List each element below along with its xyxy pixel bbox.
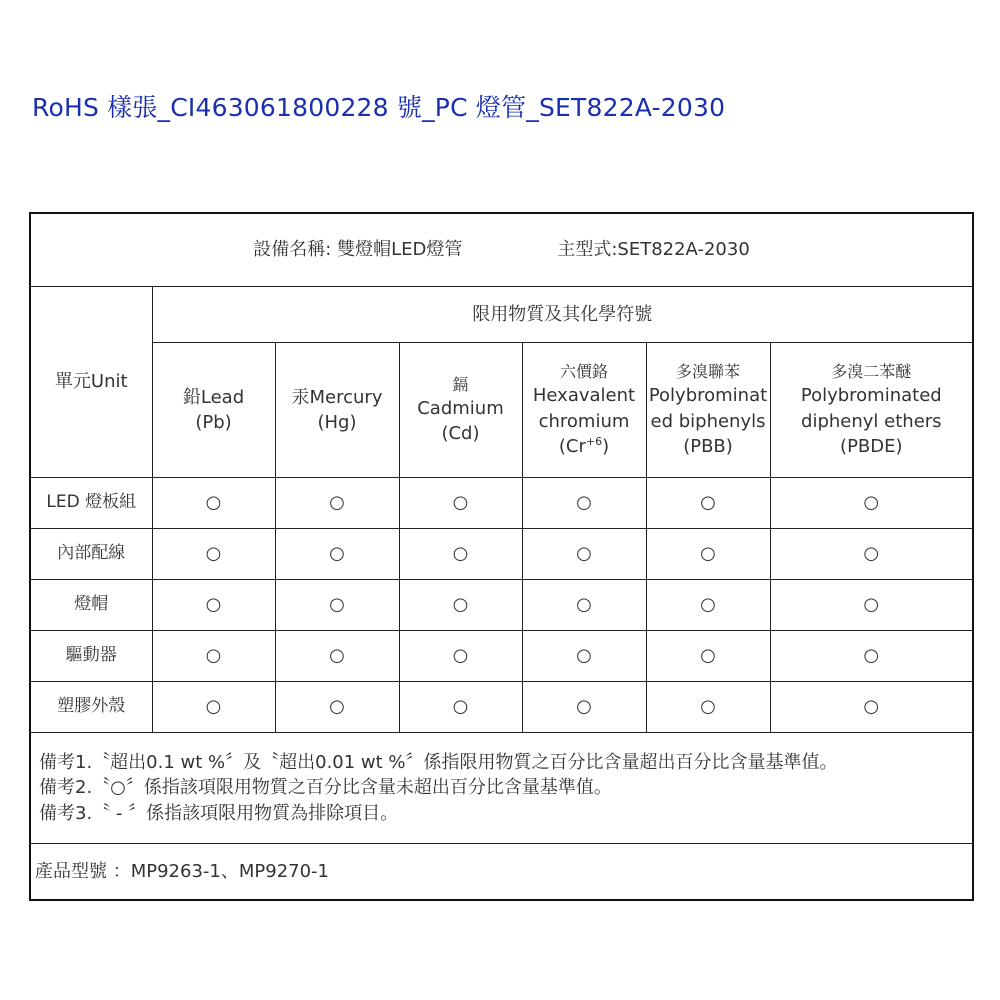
note-2: 備考2.〝○〞係指該項限用物質之百分比含量未超出百分比含量基準值。 [39, 777, 612, 799]
compliance-mark: ○ [399, 631, 522, 682]
substance-lead-name: 鉛Lead [182, 386, 245, 408]
note-3: 備考3.〝 - 〞係指該項限用物質為排除項目。 [39, 802, 399, 824]
compliance-mark: ○ [646, 529, 770, 580]
notes-section [30, 733, 973, 844]
compliance-mark: ○ [522, 478, 646, 529]
component-label: LED 燈板組 [30, 478, 152, 529]
compliance-mark: ○ [522, 631, 646, 682]
device-name: 設備名稱: 雙燈帽LED燈管 [253, 239, 463, 261]
compliance-mark: ○ [399, 580, 522, 631]
substance-pbde [770, 343, 973, 478]
table-row [30, 580, 973, 631]
substance-pbb-name-1: Polybrominat [648, 385, 768, 407]
chromium-symbol-close: ) [602, 435, 610, 457]
component-label: 驅動器 [30, 631, 152, 682]
table-row [30, 682, 973, 733]
compliance-mark: ○ [152, 478, 275, 529]
compliance-mark: ○ [522, 529, 646, 580]
substance-pbb-symbol: (PBB) [683, 435, 733, 457]
substance-pbb-cjk: 多溴聯苯 [675, 362, 740, 382]
compliance-mark: ○ [399, 529, 522, 580]
compliance-mark: ○ [770, 682, 973, 733]
substance-chromium-name-1: Hexavalent [532, 385, 636, 407]
substances-title: 限用物質及其化學符號 [152, 287, 973, 343]
compliance-mark: ○ [275, 580, 399, 631]
model-type: 主型式:SET822A-2030 [557, 239, 750, 261]
compliance-mark: ○ [275, 478, 399, 529]
substance-pbb-name-2: ed biphenyls [650, 410, 766, 432]
compliance-mark: ○ [646, 631, 770, 682]
table-row [30, 631, 973, 682]
compliance-mark: ○ [770, 580, 973, 631]
substance-mercury-symbol: (Hg) [317, 412, 357, 433]
chromium-symbol-base: (Cr [558, 435, 586, 457]
compliance-mark: ○ [646, 478, 770, 529]
substance-pbde-name-2: diphenyl ethers [801, 410, 942, 432]
substance-pbde-name-1: Polybrominated [800, 385, 942, 407]
note-1: 備考1.〝超出0.1 wt %〞及〝超出0.01 wt %〞係指限用物質之百分比含量超出百分比含量基準值。 [39, 752, 838, 774]
component-label: 內部配線 [30, 529, 152, 580]
compliance-mark: ○ [275, 529, 399, 580]
table-row [30, 529, 973, 580]
compliance-mark: ○ [522, 682, 646, 733]
compliance-mark: ○ [522, 580, 646, 631]
substance-pbb [646, 343, 770, 478]
product-models: 產品型號 ：MP9263-1、MP9270-1 [30, 844, 973, 901]
compliance-mark: ○ [399, 478, 522, 529]
substance-pbde-cjk: 多溴二苯醚 [831, 362, 912, 382]
unit-label: 單元Unit [30, 287, 152, 478]
compliance-mark: ○ [646, 580, 770, 631]
chromium-symbol-charge: +6 [585, 434, 603, 448]
device-header [30, 213, 973, 287]
substance-lead [152, 343, 275, 478]
substance-cadmium [399, 343, 522, 478]
rohs-table [29, 212, 974, 901]
compliance-mark: ○ [770, 478, 973, 529]
compliance-mark: ○ [399, 682, 522, 733]
substance-chromium-name-2: chromium [538, 410, 630, 432]
compliance-mark: ○ [646, 682, 770, 733]
compliance-mark: ○ [770, 529, 973, 580]
compliance-mark: ○ [275, 682, 399, 733]
document-title: RoHS 樣張_CI463061800228 號_PC 燈管_SET822A-2030 [32, 93, 726, 122]
substance-pbde-symbol: (PBDE) [840, 435, 903, 457]
substance-mercury-name: 汞Mercury [291, 386, 383, 408]
component-label: 塑膠外殼 [30, 682, 152, 733]
substance-cadmium-cjk: 鎘 [452, 374, 469, 394]
compliance-mark: ○ [152, 631, 275, 682]
substance-cadmium-symbol: (Cd) [441, 423, 480, 445]
component-label: 燈帽 [30, 580, 152, 631]
substance-chromium-symbol [523, 434, 646, 459]
compliance-mark: ○ [152, 529, 275, 580]
compliance-mark: ○ [152, 682, 275, 733]
substance-chromium [522, 343, 646, 478]
compliance-mark: ○ [770, 631, 973, 682]
substance-lead-symbol: (Pb) [195, 412, 232, 433]
table-row [30, 478, 973, 529]
substance-mercury [275, 343, 399, 478]
substance-cadmium-name: Cadmium [417, 398, 504, 419]
compliance-mark: ○ [152, 580, 275, 631]
substance-chromium-cjk: 六價鉻 [559, 362, 608, 382]
compliance-mark: ○ [275, 631, 399, 682]
